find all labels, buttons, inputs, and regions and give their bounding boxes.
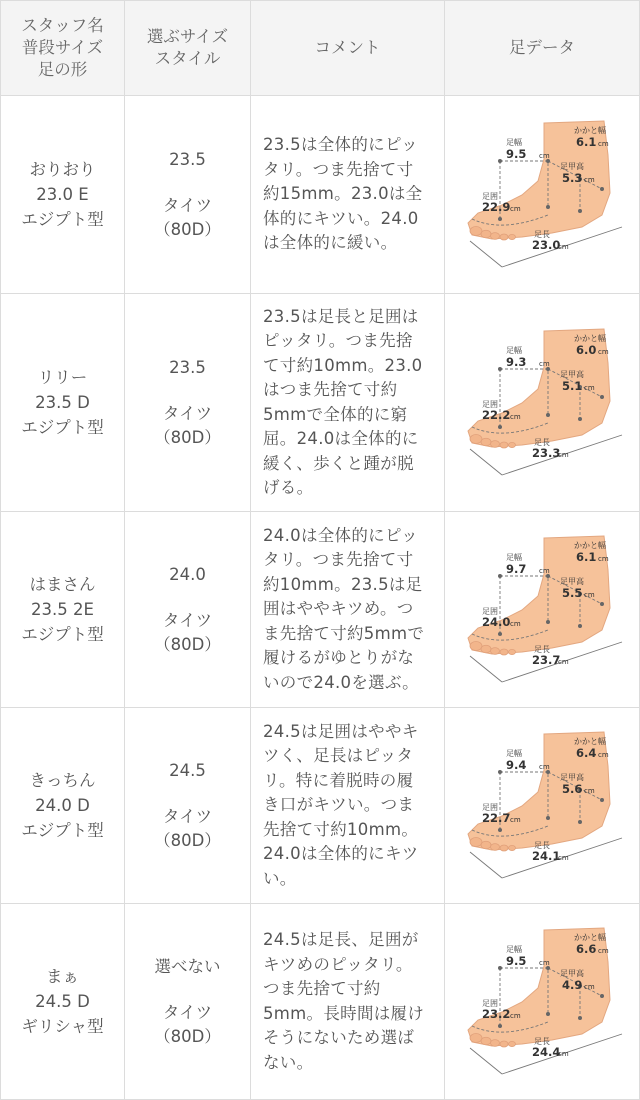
foot-data-cell — [445, 708, 640, 904]
length-label: 足長 — [534, 840, 550, 850]
comment-line: タリ。つま先捨て寸 — [263, 159, 414, 179]
foot-width-value: 9.5 — [506, 953, 527, 968]
foot-diagram — [452, 323, 632, 483]
style-label: タイツ — [162, 610, 213, 630]
instep-value: 5.1 — [562, 378, 583, 393]
comment-line: 5mm。長時間は履け — [263, 1003, 425, 1023]
staff-usual-size: 23.0 E — [36, 185, 89, 204]
unit-label: cm — [510, 1011, 521, 1020]
unit-label: cm — [539, 566, 550, 575]
style-label: タイツ — [162, 806, 213, 826]
comment-line: き口がキツい。つま — [263, 795, 415, 815]
foot-width-value: 9.4 — [506, 757, 527, 772]
length-value: 24.4 — [532, 1044, 561, 1059]
chosen-size: 24.5 — [169, 760, 206, 780]
staff-name: リリー — [37, 368, 88, 387]
girth-value: 22.2 — [482, 407, 511, 422]
staff-name: まぁ — [46, 967, 79, 986]
foot-data-cell — [445, 96, 640, 294]
comment-line: ま先捨て寸約5mmで — [263, 623, 425, 643]
unit-label: cm — [584, 786, 595, 795]
foot-width-label: 足幅 — [506, 944, 522, 954]
header-size-style: 選ぶサイズ スタイル — [125, 1, 251, 96]
comment-line: 24.5は足囲はややキ — [263, 721, 419, 741]
heel-width-label: かかと幅 — [574, 932, 606, 942]
comment-line: 24.5は足長、足囲が — [263, 930, 419, 949]
comment-line: 24.0は全体的にキツ — [263, 844, 419, 864]
heel-width-label: かかと幅 — [574, 540, 606, 550]
unit-label: cm — [584, 383, 595, 392]
comment-line: 体的にキツい。24.0 — [263, 208, 419, 228]
length-value: 23.0 — [532, 237, 561, 252]
heel-width-label: かかと幅 — [574, 736, 606, 746]
comment-line: 囲はややキツめ。つ — [263, 599, 414, 619]
comment-line: 履けるがゆとりがな — [263, 648, 415, 668]
unit-label: cm — [539, 958, 550, 967]
unit-label: cm — [539, 151, 550, 160]
instep-label: 足甲高 — [560, 369, 584, 379]
staff-row — [1, 512, 640, 708]
staff-usual-size: 23.5 D — [35, 393, 90, 412]
foot-width-value: 9.7 — [506, 561, 527, 576]
heel-width-label: かかと幅 — [574, 333, 606, 343]
style-label: （80D） — [154, 219, 221, 239]
header-row — [1, 1, 640, 96]
comment-cell — [251, 294, 445, 512]
length-label: 足長 — [534, 437, 550, 447]
comment-line: 緩く、歩くと踵が脱 — [263, 453, 414, 473]
foot-data-cell — [445, 904, 640, 1100]
unit-label: cm — [510, 204, 521, 213]
style-label: タイツ — [162, 195, 213, 215]
unit-label: cm — [558, 242, 569, 251]
comment-line: はつま先捨て寸約 — [263, 380, 398, 399]
staff-cell — [1, 294, 125, 512]
staff-shape: エジプト型 — [21, 625, 104, 644]
size-style-cell — [125, 512, 251, 708]
girth-label: 足囲 — [482, 191, 498, 201]
unit-label: cm — [598, 139, 609, 148]
foot-width-value: 9.3 — [506, 354, 527, 369]
length-value: 23.3 — [532, 445, 561, 460]
length-label: 足長 — [534, 229, 550, 239]
comment-line: 23.5は足長と足囲は — [263, 306, 419, 326]
unit-label: cm — [584, 175, 595, 184]
comment-line: ピッタリ。つま先捨 — [263, 331, 413, 350]
unit-label: cm — [584, 590, 595, 599]
unit-label: cm — [558, 657, 569, 666]
style-label: タイツ — [162, 403, 213, 423]
staff-name: おりおり — [29, 160, 96, 179]
unit-label: cm — [598, 946, 609, 955]
size-style-cell — [125, 904, 251, 1100]
unit-label: cm — [510, 815, 521, 824]
staff-shape: エジプト型 — [21, 821, 104, 840]
comment-line: 5mmで全体的に窮 — [263, 404, 408, 424]
staff-row — [1, 708, 640, 904]
instep-label: 足甲高 — [560, 968, 584, 978]
foot-width-label: 足幅 — [506, 552, 522, 562]
staff-cell — [1, 96, 125, 294]
comment-line: い。 — [263, 868, 297, 888]
length-label: 足長 — [534, 644, 550, 654]
staff-usual-size: 24.0 D — [35, 796, 90, 815]
comment-line: 約10mm。23.5は足 — [263, 574, 423, 594]
comment-line: 約15mm。23.0は全 — [263, 184, 423, 204]
staff-shape: エジプト型 — [21, 210, 104, 229]
chosen-size: 選べない — [154, 956, 221, 976]
heel-width-value: 6.0 — [576, 342, 597, 357]
girth-value: 24.0 — [482, 614, 511, 629]
size-style-cell — [125, 294, 251, 512]
comment-line: ない。 — [263, 1052, 314, 1072]
instep-label: 足甲高 — [560, 161, 584, 171]
heel-width-value: 6.6 — [576, 941, 597, 956]
unit-label: cm — [539, 762, 550, 771]
style-label: （80D） — [154, 427, 221, 447]
header-staff: スタッフ名 普段サイズ 足の形 — [1, 1, 125, 96]
girth-label: 足囲 — [482, 998, 498, 1008]
unit-label: cm — [558, 450, 569, 459]
staff-cell — [1, 512, 125, 708]
comment-line: タリ。つま先捨て寸 — [263, 550, 414, 570]
girth-label: 足囲 — [482, 606, 498, 616]
comment-cell — [251, 96, 445, 294]
comment-line: 23.5は全体的にピッ — [263, 135, 418, 155]
unit-label: cm — [510, 619, 521, 628]
comment-line: ツく、足長はピッタ — [263, 746, 414, 766]
instep-value: 5.5 — [562, 585, 583, 600]
size-style-cell — [125, 96, 251, 294]
staff-shape: ギリシャ型 — [21, 1017, 104, 1036]
heel-width-value: 6.1 — [576, 134, 597, 149]
instep-label: 足甲高 — [560, 576, 584, 586]
chosen-size: 24.0 — [169, 564, 206, 584]
unit-label: cm — [584, 982, 595, 991]
length-value: 23.7 — [532, 652, 561, 667]
unit-label: cm — [539, 359, 550, 368]
foot-diagram — [452, 115, 632, 275]
girth-value: 23.2 — [482, 1006, 511, 1021]
comment-line: 24.0は全体的にピッ — [263, 525, 418, 545]
staff-usual-size: 23.5 2E — [31, 600, 94, 619]
foot-diagram — [452, 726, 632, 886]
style-label: （80D） — [154, 1026, 221, 1046]
foot-diagram — [452, 530, 632, 690]
instep-value: 5.6 — [562, 781, 583, 796]
girth-label: 足囲 — [482, 802, 498, 812]
instep-value: 4.9 — [562, 977, 583, 992]
comment-line: そうにないため選ば — [263, 1028, 415, 1047]
girth-value: 22.9 — [482, 199, 511, 214]
heel-width-label: かかと幅 — [574, 125, 606, 135]
staff-row — [1, 96, 640, 294]
comment-line: つま先捨て寸約 — [263, 979, 381, 998]
header-comment: コメント — [251, 1, 445, 96]
comment-line: リ。特に着脱時の履 — [263, 770, 414, 790]
instep-value: 5.3 — [562, 170, 583, 185]
unit-label: cm — [558, 1049, 569, 1058]
foot-width-value: 9.5 — [506, 146, 527, 161]
foot-data-cell — [445, 512, 640, 708]
chosen-size: 23.5 — [169, 149, 206, 169]
staff-row — [1, 904, 640, 1100]
chosen-size: 23.5 — [169, 357, 206, 377]
size-style-cell — [125, 708, 251, 904]
comment-line: いので24.0を選ぶ。 — [263, 672, 419, 692]
comment-line: て寸約10mm。23.0 — [263, 355, 423, 375]
length-value: 24.1 — [532, 848, 561, 863]
girth-label: 足囲 — [482, 399, 498, 409]
length-label: 足長 — [534, 1036, 550, 1046]
style-label: （80D） — [154, 830, 221, 850]
foot-width-label: 足幅 — [506, 137, 522, 147]
unit-label: cm — [598, 347, 609, 356]
staff-usual-size: 24.5 D — [35, 992, 90, 1011]
unit-label: cm — [558, 853, 569, 862]
comment-line: は全体的に緩い。 — [263, 233, 398, 253]
heel-width-value: 6.1 — [576, 549, 597, 564]
unit-label: cm — [510, 412, 521, 421]
foot-data-cell — [445, 294, 640, 512]
foot-diagram — [452, 922, 632, 1082]
instep-label: 足甲高 — [560, 772, 584, 782]
style-label: タイツ — [162, 1002, 213, 1022]
foot-width-label: 足幅 — [506, 748, 522, 758]
staff-shape: エジプト型 — [21, 418, 104, 437]
comment-cell — [251, 708, 445, 904]
style-label: （80D） — [154, 634, 221, 654]
girth-value: 22.7 — [482, 810, 511, 825]
staff-name: はまさん — [29, 575, 96, 594]
staff-cell — [1, 904, 125, 1100]
comment-line: 先捨て寸約10mm。 — [263, 819, 419, 839]
heel-width-value: 6.4 — [576, 745, 597, 760]
header-foot-data: 足データ — [445, 1, 640, 96]
staff-cell — [1, 708, 125, 904]
comment-cell — [251, 904, 445, 1100]
comment-line: キツめのピッタリ。 — [263, 954, 413, 974]
unit-label: cm — [598, 750, 609, 759]
staff-name: きっちん — [29, 771, 96, 790]
comment-line: げる。 — [263, 478, 314, 497]
comment-cell — [251, 512, 445, 708]
comment-line: 屈。24.0は全体的に — [263, 429, 419, 448]
foot-width-label: 足幅 — [506, 345, 522, 355]
unit-label: cm — [598, 554, 609, 563]
staff-row — [1, 294, 640, 512]
